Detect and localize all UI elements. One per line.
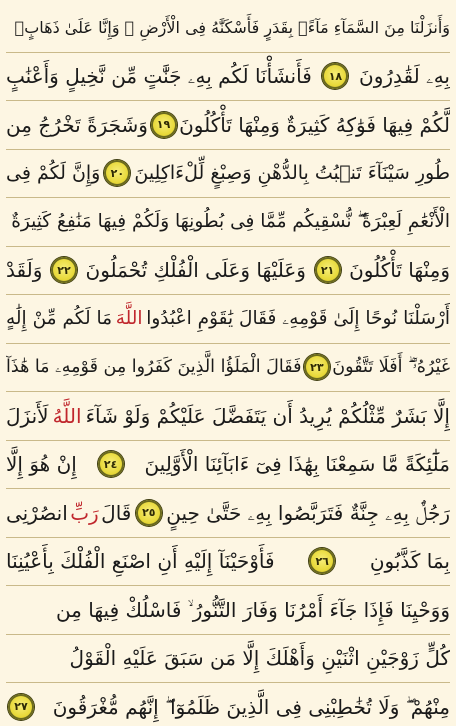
ayah-number-marker: ٢٠ <box>104 160 130 186</box>
ayah-number-marker: ٢٢ <box>51 257 77 283</box>
verse-text: وَلَقَدْ <box>6 258 43 283</box>
text-line <box>6 101 450 150</box>
text-line <box>6 489 450 538</box>
text-line <box>6 344 450 393</box>
text-line <box>6 198 450 247</box>
verse-text: وَعَلَيْهَا وَعَلَى الْفُلْكِ تُحْمَلُونَ <box>85 258 306 283</box>
verse-text: الْأَنْعَٰمِ لَعِبْرَةً ۖ نُّسْقِيكُم مِّمَّا فِى بُطُونِهَا وَلَكُمْ فِيهَا مَنَٰفِعُ كَثِيرَةٌ <box>11 210 450 232</box>
text-line <box>6 538 450 587</box>
text-line <box>6 295 450 344</box>
text-line <box>6 150 450 199</box>
verse-text: إِلَّا بَشَرٌ مِّثْلُكُمْ يُرِيدُ أَن يَتَفَضَّلَ عَلَيْكُمْ وَلَوْ شَآءَ <box>85 403 450 428</box>
text-line <box>6 635 450 684</box>
verse-text: فَأَنشَأْنَا لَكُم بِهِۦ جَنَّٰتٍ مِّن نَّخِيلٍ وَأَعْنَٰبٍ <box>6 64 312 89</box>
divine-name-word: اللَّهَ <box>115 307 143 329</box>
text-line <box>6 4 450 53</box>
verse-text: لَّكُمْ فِيهَا فَوَٰكِهُ كَثِيرَةٌ وَمِنْهَا تَأْكُلُونَ <box>179 112 450 137</box>
ayah-number-marker: ١٨ <box>322 63 348 89</box>
ayah-number-marker: ٢٣ <box>304 354 330 380</box>
verse-text: لَأَنزَلَ <box>6 403 49 428</box>
ayah-number-marker: ٢٥ <box>136 500 162 526</box>
verse-text: طُورِ سَيْنَآءَ تَنۢبُتُ بِالدُّهْنِ وَصِبْغٍ لِّلْءَاكِلِينَ <box>134 161 450 184</box>
verse-text: وَوَحْيِنَا فَإِذَا جَآءَ أَمْرُنَا وَفَارَ التَّنُّورُ ۙ فَاسْلُكْ فِيهَا مِن <box>55 597 450 622</box>
verse-text: قَالَ <box>101 500 132 525</box>
verse-text: مِنْهُمْ ۖ وَلَا تُخَٰطِبْنِى فِى الَّذِينَ ظَلَمُوٓا ۖ إِنَّهُم مُّغْرَقُونَ <box>52 694 450 719</box>
verse-text: فَأَوْحَيْنَآ إِلَيْهِ أَنِ اصْنَعِ الْفُلْكَ بِأَعْيُنِنَا <box>6 549 275 574</box>
ayah-number-marker: ٢١ <box>315 257 341 283</box>
text-line <box>6 586 450 635</box>
verse-text: مَا لَكُم مِّنْ إِلَٰهٍ <box>6 307 113 329</box>
verse-text: فَقَالَ الْمَلَؤُا الَّذِينَ كَفَرُوا مِن قَوْمِهِۦ مَا هَٰذَآ <box>6 356 302 377</box>
ayah-number-marker: ٢٦ <box>309 548 335 574</box>
verse-text: وَإِنَّ لَكُمْ فِى <box>6 161 101 184</box>
verse-text: غَيْرُهُۥٓ ۖ أَفَلَا تَتَّقُونَ <box>332 356 450 377</box>
verse-text: مَلَٰٓئِكَةً مَّا سَمِعْنَا بِهَٰذَا فِىٓ ءَابَآئِنَا الْأَوَّلِينَ <box>144 452 450 477</box>
verse-text: وَأَنزَلْنَا مِنَ السَّمَآءِ مَآءًۢ بِقَدَرٍ فَأَسْكَنَّٰهُ فِى الْأَرْضِ ۖ وَإِنَّا عَلَىٰ ذَهَابٍۭ <box>14 17 450 37</box>
verse-text: رَجُلٌۢ بِهِۦ جِنَّةٌ فَتَرَبَّصُوا بِهِۦ حَتَّىٰ حِينٍ <box>166 500 450 525</box>
ayah-number-marker: ٢٤ <box>98 451 124 477</box>
verse-text: بِمَا كَذَّبُونِ <box>369 549 450 574</box>
verse-text: وَمِنْهَا تَأْكُلُونَ <box>349 258 450 283</box>
ayah-number-marker: ٢٧ <box>8 694 34 720</box>
text-line <box>6 53 450 102</box>
verse-text: كُلٍّ زَوْجَيْنِ اثْنَيْنِ وَأَهْلَكَ إِلَّا مَن سَبَقَ عَلَيْهِ الْقَوْلُ <box>69 646 450 671</box>
text-line <box>6 683 450 726</box>
text-line <box>6 441 450 490</box>
divine-name-word: رَبِّ <box>70 500 99 525</box>
text-line <box>6 247 450 296</box>
divine-name-word: اللَّهُ <box>52 403 82 428</box>
ayah-number-marker: ١٩ <box>151 112 177 138</box>
verse-text: بِهِۦ لَقَٰدِرُونَ <box>359 64 450 89</box>
verse-text: أَرْسَلْنَا نُوحًا إِلَىٰ قَوْمِهِۦ فَقَالَ يَٰقَوْمِ اعْبُدُوا <box>146 307 450 329</box>
verse-text: إِنْ هُوَ إِلَّا <box>6 452 77 477</box>
verse-text: وَشَجَرَةً تَخْرُجُ مِن <box>6 112 148 137</box>
verse-text: انصُرْنِى <box>6 500 68 525</box>
text-line <box>6 392 450 441</box>
